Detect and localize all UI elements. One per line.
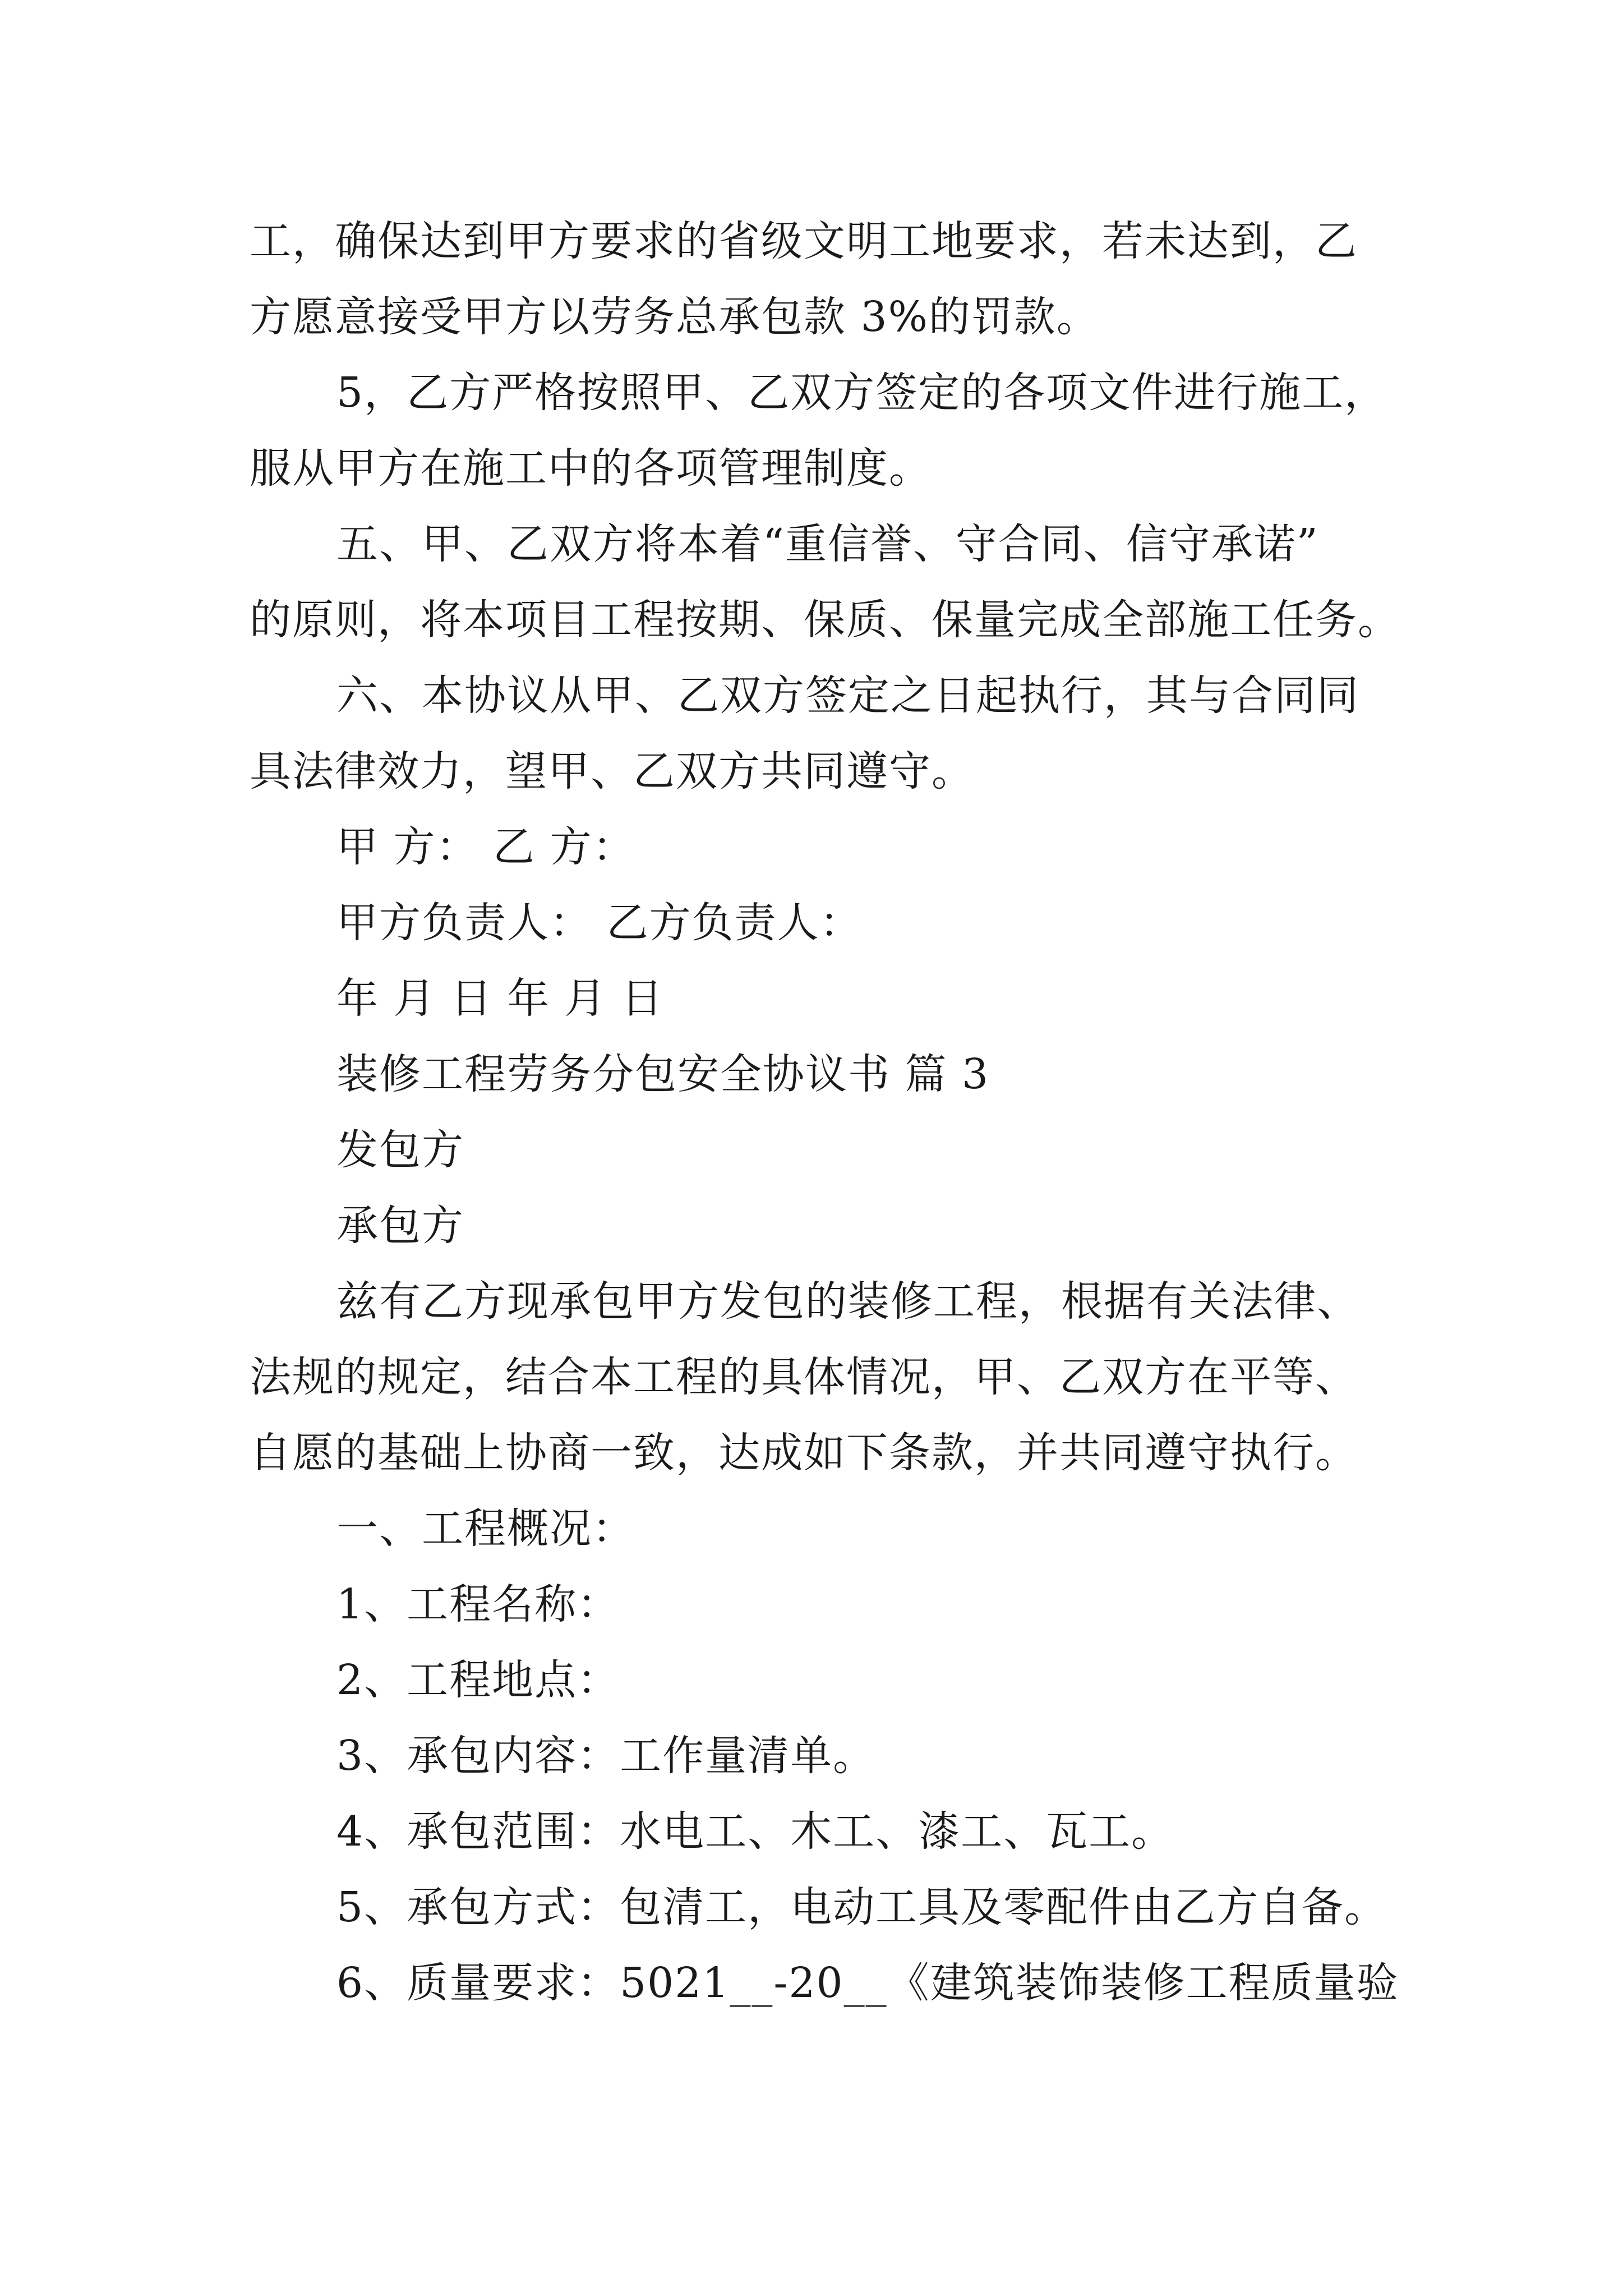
clause-item: 5、承包方式：包清工，电动工具及零配件由乙方自备。 bbox=[336, 1883, 1387, 1931]
paragraph-line: 服从甲方在施工中的各项管理制度。 bbox=[250, 444, 932, 493]
paragraph-line: 5，乙方严格按照甲、乙双方签定的各项文件进行施工， bbox=[336, 369, 1387, 417]
paragraph-line: 五、甲、乙双方将本着“重信誉、守合同、信守承诺” bbox=[336, 520, 1319, 568]
paragraph-line: 自愿的基础上协商一致，达成如下条款，并共同遵守执行。 bbox=[250, 1429, 1358, 1477]
paragraph-line: 工，确保达到甲方要求的省级文明工地要求，若未达到，乙 bbox=[250, 217, 1358, 265]
paragraph-line: 六、本协议从甲、乙双方签定之日起执行，其与合同同 bbox=[336, 671, 1359, 720]
paragraph-line: 方愿意接受甲方以劳务总承包款 3%的罚款。 bbox=[250, 293, 1099, 341]
paragraph-line: 兹有乙方现承包甲方发包的装修工程，根据有关法律、 bbox=[336, 1277, 1359, 1326]
clause-heading: 一、工程概况： bbox=[336, 1504, 635, 1553]
party-label: 承包方 bbox=[336, 1202, 464, 1250]
party-label: 发包方 bbox=[336, 1126, 464, 1174]
signature-responsible-line: 甲方负责人： 乙方负责人： bbox=[336, 899, 863, 947]
signature-date-line: 年 月 日 年 月 日 bbox=[336, 974, 664, 1023]
clause-item: 6、质量要求：5021__-20__《建筑装饰装修工程质量验 bbox=[336, 1959, 1399, 2007]
signature-party-line: 甲 方： 乙 方： bbox=[336, 823, 635, 871]
clause-item: 2、工程地点： bbox=[336, 1656, 620, 1704]
clause-item: 4、承包范围：水电工、木工、漆工、瓦工。 bbox=[336, 1807, 1174, 1856]
paragraph-line: 法规的规定，结合本工程的具体情况，甲、乙双方在平等、 bbox=[250, 1353, 1358, 1401]
paragraph-line: 具法律效力，望甲、乙双方共同遵守。 bbox=[250, 747, 974, 795]
paragraph-line: 的原则，将本项目工程按期、保质、保量完成全部施工任务。 bbox=[250, 596, 1400, 644]
clause-item: 3、承包内容：工作量清单。 bbox=[336, 1732, 876, 1780]
clause-item: 1、工程名称： bbox=[336, 1580, 620, 1628]
section-title: 装修工程劳务分包安全协议书 篇 3 bbox=[336, 1050, 990, 1098]
